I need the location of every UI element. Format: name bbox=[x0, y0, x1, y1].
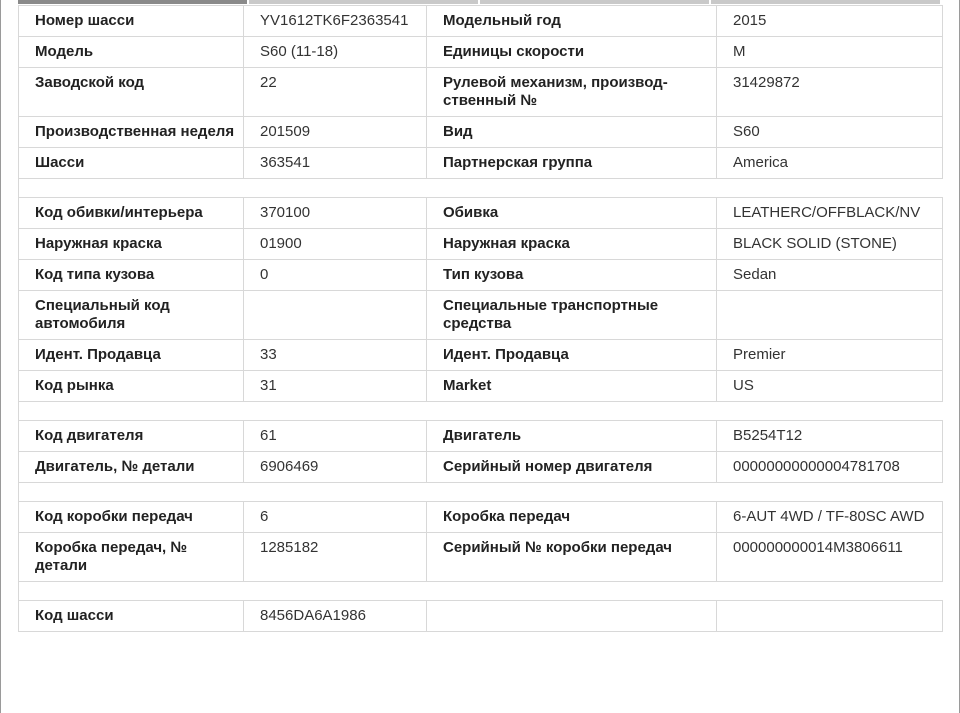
field-label: Единицы скорости bbox=[427, 37, 717, 68]
tab-indicator[interactable] bbox=[711, 0, 940, 4]
field-value: Sedan bbox=[717, 260, 943, 291]
field-label: Двигатель, № детали bbox=[19, 452, 244, 483]
field-value: 61 bbox=[244, 421, 427, 452]
field-value bbox=[717, 601, 943, 632]
field-label: Производственная неделя bbox=[19, 117, 244, 148]
field-label: Наружная краска bbox=[19, 229, 244, 260]
table-row bbox=[19, 229, 943, 260]
field-label: Код шасси bbox=[19, 601, 244, 632]
field-value: 33 bbox=[244, 340, 427, 371]
field-value: Premier bbox=[717, 340, 943, 371]
field-value: S60 (11-18) bbox=[244, 37, 427, 68]
field-value: 6 bbox=[244, 502, 427, 533]
field-label: Вид bbox=[427, 117, 717, 148]
field-value: 000000000014M3806611 bbox=[717, 533, 943, 582]
field-value: 0 bbox=[244, 260, 427, 291]
table-row bbox=[19, 68, 943, 117]
field-value: 6906469 bbox=[244, 452, 427, 483]
field-label: Заводской код bbox=[19, 68, 244, 117]
field-value: 2015 bbox=[717, 6, 943, 37]
field-label: Идент. Продавца bbox=[19, 340, 244, 371]
field-value bbox=[717, 291, 943, 340]
table-row bbox=[19, 117, 943, 148]
field-label: Market bbox=[427, 371, 717, 402]
field-value: 370100 bbox=[244, 198, 427, 229]
section-spacer bbox=[19, 402, 943, 421]
field-value: LEATHERC/OFFBLACK/NV bbox=[717, 198, 943, 229]
field-label: Модель bbox=[19, 37, 244, 68]
table-row bbox=[19, 37, 943, 68]
field-label: Код двигателя bbox=[19, 421, 244, 452]
tab-strip bbox=[18, 0, 942, 4]
table-row bbox=[19, 502, 943, 533]
field-label: Серийный номер двигателя bbox=[427, 452, 717, 483]
field-label: Модельный год bbox=[427, 6, 717, 37]
field-label: Код рынка bbox=[19, 371, 244, 402]
table-row bbox=[19, 340, 943, 371]
table-row bbox=[19, 148, 943, 179]
field-label: Номер шасси bbox=[19, 6, 244, 37]
section-spacer bbox=[19, 179, 943, 198]
field-value: 363541 bbox=[244, 148, 427, 179]
field-value: 6-AUT 4WD / TF-80SC AWD bbox=[717, 502, 943, 533]
field-value: 31 bbox=[244, 371, 427, 402]
field-label: Партнерская группа bbox=[427, 148, 717, 179]
window-border-left bbox=[0, 0, 1, 713]
field-value: US bbox=[717, 371, 943, 402]
field-label: Код типа кузова bbox=[19, 260, 244, 291]
tab-indicator[interactable] bbox=[249, 0, 478, 4]
field-label bbox=[427, 601, 717, 632]
vehicle-spec-table bbox=[18, 5, 943, 632]
table-row bbox=[19, 198, 943, 229]
table-row bbox=[19, 452, 943, 483]
table-row bbox=[19, 6, 943, 37]
table-row bbox=[19, 601, 943, 632]
table-row bbox=[19, 421, 943, 452]
field-value: 00000000000004781708 bbox=[717, 452, 943, 483]
field-value: 31429872 bbox=[717, 68, 943, 117]
field-value bbox=[244, 291, 427, 340]
field-value: 22 bbox=[244, 68, 427, 117]
field-value: 1285182 bbox=[244, 533, 427, 582]
field-value: BLACK SOLID (STONE) bbox=[717, 229, 943, 260]
field-label: Коробка передач, № детали bbox=[19, 533, 244, 582]
table-row bbox=[19, 291, 943, 340]
field-value: 8456DA6A1986 bbox=[244, 601, 427, 632]
table-row bbox=[19, 371, 943, 402]
field-label: Обивка bbox=[427, 198, 717, 229]
field-value: B5254T12 bbox=[717, 421, 943, 452]
field-label: Рулевой механизм, производ-ственный № bbox=[427, 68, 717, 117]
field-value: M bbox=[717, 37, 943, 68]
field-label: Идент. Продавца bbox=[427, 340, 717, 371]
field-label: Код обивки/интерьера bbox=[19, 198, 244, 229]
field-label: Специальные транспортные средства bbox=[427, 291, 717, 340]
field-label: Тип кузова bbox=[427, 260, 717, 291]
tab-indicator[interactable] bbox=[480, 0, 709, 4]
table-row bbox=[19, 260, 943, 291]
field-label: Шасси bbox=[19, 148, 244, 179]
field-label: Код коробки передач bbox=[19, 502, 244, 533]
field-value: YV1612TK6F2363541 bbox=[244, 6, 427, 37]
section-spacer bbox=[19, 483, 943, 502]
field-value: America bbox=[717, 148, 943, 179]
field-label: Серийный № коробки передач bbox=[427, 533, 717, 582]
section-spacer bbox=[19, 582, 943, 601]
field-value: 01900 bbox=[244, 229, 427, 260]
tab-indicator-active[interactable] bbox=[18, 0, 247, 4]
field-label: Наружная краска bbox=[427, 229, 717, 260]
field-label: Специальный код автомобиля bbox=[19, 291, 244, 340]
field-value: 201509 bbox=[244, 117, 427, 148]
field-value: S60 bbox=[717, 117, 943, 148]
table-row bbox=[19, 533, 943, 582]
field-label: Двигатель bbox=[427, 421, 717, 452]
field-label: Коробка передач bbox=[427, 502, 717, 533]
